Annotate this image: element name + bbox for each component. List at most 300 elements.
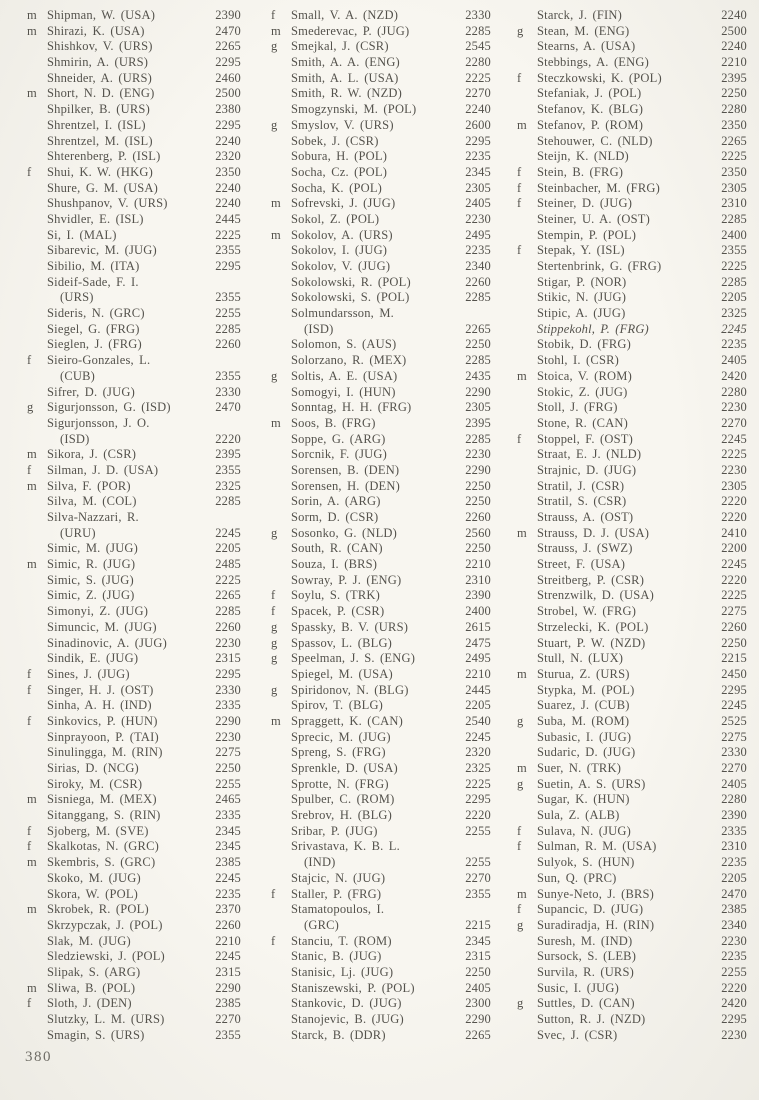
player-name: Smith, R. W. (NZD) [291, 86, 402, 101]
player-name: Sursock, S. (LEB) [537, 949, 637, 964]
rating-entry [517, 761, 747, 777]
rating-entry [271, 573, 491, 589]
rating-entry [517, 400, 747, 416]
rating-entry [271, 871, 491, 887]
player-name: Stoica, V. (ROM) [537, 368, 632, 383]
rating-value: 2325 [215, 478, 241, 493]
player-name: Simic, S. (JUG) [47, 572, 134, 587]
player-name: Sokolowski, S. (POL) [291, 290, 410, 305]
player-name: Smith, A. A. (ENG) [291, 55, 400, 70]
rating-value: 2345 [215, 839, 241, 854]
title-prefix [271, 337, 291, 353]
title-prefix: g [271, 39, 278, 54]
player-name: Steiner, D. (JUG) [537, 196, 633, 211]
rating-entry [517, 683, 747, 699]
rating-entry [271, 981, 491, 997]
rating-entry [271, 24, 491, 40]
title-prefix [271, 306, 291, 322]
rating-entry [517, 369, 747, 385]
rating-entry [517, 698, 747, 714]
title-prefix: f [27, 682, 32, 697]
rating-value: 2270 [465, 870, 491, 885]
rating-value: 2205 [215, 541, 241, 556]
player-name: Spassky, B. V. (URS) [291, 619, 409, 634]
rating-entry [517, 949, 747, 965]
title-prefix: f [271, 604, 276, 619]
rating-entry [271, 714, 491, 730]
rating-value: 2465 [215, 792, 241, 807]
title-prefix: m [517, 117, 527, 132]
title-prefix [517, 683, 537, 699]
rating-entry [271, 385, 491, 401]
rating-entry [271, 730, 491, 746]
rating-entry [517, 416, 747, 432]
player-name: Spreng, S. (FRG) [291, 745, 386, 760]
rating-entry [271, 949, 491, 965]
title-prefix [27, 71, 47, 87]
player-name: Sieiro-Gonzales, L. [47, 353, 151, 368]
rating-value: 2230 [721, 933, 747, 948]
player-name: Stajcic, N. (JUG) [291, 870, 386, 885]
rating-value: 2250 [465, 964, 491, 979]
player-name: Staniszewski, P. (POL) [291, 980, 415, 995]
title-prefix [27, 275, 47, 291]
title-prefix: g [517, 23, 524, 38]
title-prefix [27, 620, 47, 636]
rating-value: 2420 [721, 368, 747, 383]
title-prefix: m [271, 415, 281, 430]
player-name: Steijn, K. (NLD) [537, 149, 629, 164]
title-prefix [27, 39, 47, 55]
rating-value: 2225 [721, 447, 747, 462]
title-prefix [271, 463, 291, 479]
title-prefix [271, 243, 291, 259]
player-name: Sofrevski, J. (JUG) [291, 196, 396, 211]
player-name: Shirazi, K. (USA) [47, 23, 145, 38]
rating-value: 2400 [465, 604, 491, 619]
rating-value: 2210 [721, 55, 747, 70]
rating-entry [271, 761, 491, 777]
rating-value: 2390 [465, 588, 491, 603]
rating-entry [27, 181, 241, 197]
title-prefix [27, 494, 47, 510]
rating-value: 2405 [465, 196, 491, 211]
rating-entry [27, 149, 241, 165]
player-name: Sorcnik, F. (JUG) [291, 447, 387, 462]
rating-entry [271, 1012, 491, 1028]
rating-entry [271, 118, 491, 134]
rating-value: 2240 [721, 39, 747, 54]
rating-entry [517, 902, 747, 918]
rating-value: 2240 [215, 133, 241, 148]
title-prefix [517, 588, 537, 604]
rating-entry [271, 432, 491, 448]
rating-value: 2320 [465, 745, 491, 760]
rating-entry [271, 636, 491, 652]
title-prefix [517, 55, 537, 71]
player-name: Survila, R. (URS) [537, 964, 634, 979]
title-prefix [517, 808, 537, 824]
title-prefix [271, 447, 291, 463]
title-prefix [271, 149, 291, 165]
rating-value: 2295 [215, 117, 241, 132]
title-prefix [517, 322, 537, 338]
rating-value: 2280 [721, 384, 747, 399]
rating-value: 2330 [465, 8, 491, 22]
rating-entry [27, 761, 241, 777]
player-name: Sokolov, I. (JUG) [291, 243, 388, 258]
rating-value: 2210 [465, 557, 491, 572]
rating-value: 2235 [465, 243, 491, 258]
rating-value: 2285 [465, 431, 491, 446]
rating-value: 2220 [721, 510, 747, 524]
rating-entry [271, 212, 491, 228]
rating-entry [27, 651, 241, 667]
rating-value: 2255 [465, 855, 491, 870]
player-name: Sulyok, S. (HUN) [537, 855, 635, 870]
title-prefix: f [271, 886, 276, 901]
rating-entry [517, 651, 747, 667]
rating-value: 2245 [215, 525, 241, 540]
rating-entry [271, 149, 491, 165]
player-name: Sinulingga, M. (RIN) [47, 745, 163, 760]
player-name: Stratil, S. (CSR) [537, 494, 627, 509]
rating-entry-continuation [27, 290, 241, 306]
rating-value: 2240 [215, 196, 241, 211]
title-prefix [517, 149, 537, 165]
title-prefix: f [517, 196, 522, 211]
title-prefix [27, 573, 47, 589]
title-prefix [27, 541, 47, 557]
rating-value: 2295 [215, 55, 241, 70]
title-prefix [517, 541, 537, 557]
title-prefix [271, 557, 291, 573]
player-name: Strzelecki, K. (POL) [537, 619, 649, 634]
player-name: Stefanov, P. (ROM) [537, 117, 644, 132]
rating-value: 2450 [721, 666, 747, 681]
player-name: Short, N. D. (ENG) [47, 86, 155, 101]
player-name: Shrentzel, I. (ISL) [47, 117, 146, 132]
rating-value: 2355 [215, 243, 241, 258]
rating-entry [27, 949, 241, 965]
rating-value: 2495 [465, 227, 491, 242]
rating-value: 2270 [215, 1012, 241, 1026]
player-name: Sinprayoon, P. (TAI) [47, 729, 159, 744]
player-name: Strajnic, D. (JUG) [537, 462, 637, 477]
rating-entry [27, 792, 241, 808]
rating-value: 2400 [721, 227, 747, 242]
rating-value: 2210 [465, 666, 491, 681]
player-name: Sutton, R. J. (NZD) [537, 1012, 646, 1026]
title-prefix [517, 510, 537, 526]
title-prefix: g [27, 400, 34, 415]
rating-value: 2355 [721, 243, 747, 258]
rating-entry [27, 934, 241, 950]
rating-entry [271, 259, 491, 275]
rating-value: 2345 [215, 823, 241, 838]
rating-entry [27, 39, 241, 55]
player-name: Sprotte, N. (FRG) [291, 776, 389, 791]
rating-entry [517, 996, 747, 1012]
title-prefix: f [27, 164, 32, 179]
title-prefix: m [27, 792, 37, 807]
rating-value: 2390 [721, 808, 747, 823]
title-prefix [271, 494, 291, 510]
title-prefix: f [27, 666, 32, 681]
title-prefix [271, 432, 291, 448]
player-name: Skoko, M. (JUG) [47, 870, 141, 885]
rating-entry [271, 165, 491, 181]
title-prefix: f [271, 588, 276, 603]
rating-value: 2270 [465, 86, 491, 101]
title-prefix [517, 86, 537, 102]
rating-value: 2305 [465, 180, 491, 195]
rating-entry [517, 306, 747, 322]
player-name: Stearns, A. (USA) [537, 39, 636, 54]
title-prefix [517, 620, 537, 636]
title-prefix [517, 479, 537, 495]
title-prefix [27, 118, 47, 134]
rating-entry [271, 102, 491, 118]
rating-value: 2315 [215, 964, 241, 979]
player-name: Steiner, U. A. (OST) [537, 211, 650, 226]
rating-entry [27, 824, 241, 840]
rating-value: 2285 [721, 274, 747, 289]
rating-entry [517, 71, 747, 87]
title-prefix [271, 1012, 291, 1028]
player-name: Stokic, Z. (JUG) [537, 384, 628, 399]
player-name: Soylu, S. (TRK) [291, 588, 380, 603]
player-name: Sigurjonsson, G. (ISD) [47, 400, 171, 415]
title-prefix [517, 416, 537, 432]
rating-value: 2305 [721, 478, 747, 493]
rating-value: 2225 [721, 588, 747, 603]
rating-value: 2295 [215, 259, 241, 273]
rating-entry [517, 259, 747, 275]
player-name: Spiridonov, N. (BLG) [291, 682, 409, 697]
rating-value: 2200 [721, 541, 747, 556]
title-prefix [271, 761, 291, 777]
rating-entry [27, 887, 241, 903]
rating-value: 2240 [721, 8, 747, 22]
rating-value: 2495 [465, 651, 491, 666]
rating-value: 2260 [465, 510, 491, 524]
player-name: Sorensen, H. (DEN) [291, 478, 400, 493]
rating-entry-continuation [27, 369, 241, 385]
rating-value: 2260 [215, 619, 241, 634]
title-prefix [517, 228, 537, 244]
title-prefix [27, 918, 47, 934]
rating-entry [271, 181, 491, 197]
title-prefix [271, 541, 291, 557]
rating-value: 2380 [215, 102, 241, 117]
title-prefix: m [271, 23, 281, 38]
rating-value: 2225 [465, 70, 491, 85]
player-name: Stuart, P. W. (NZD) [537, 635, 646, 650]
player-country: (IND) [304, 855, 336, 870]
rating-entry [517, 730, 747, 746]
player-name: Small, V. A. (NZD) [291, 8, 399, 22]
rating-entry [271, 526, 491, 542]
rating-value: 2255 [215, 776, 241, 791]
rating-entry [27, 86, 241, 102]
rating-value: 2290 [465, 462, 491, 477]
rating-entry [27, 55, 241, 71]
rating-value: 2615 [465, 619, 491, 634]
player-name: Silva-Nazzari, R. [47, 510, 139, 524]
title-prefix [27, 432, 47, 448]
rating-entry [27, 118, 241, 134]
rating-entry [517, 212, 747, 228]
title-prefix [271, 479, 291, 495]
rating-value: 2220 [721, 494, 747, 509]
title-prefix: f [517, 243, 522, 258]
title-prefix: m [27, 447, 37, 462]
title-prefix [27, 149, 47, 165]
player-name: Slak, M. (JUG) [47, 933, 131, 948]
player-name: Stigar, P. (NOR) [537, 274, 627, 289]
rating-value: 2405 [721, 353, 747, 368]
title-prefix [27, 510, 47, 526]
rating-value: 2285 [215, 321, 241, 336]
rating-value: 2250 [721, 86, 747, 101]
rating-value: 2420 [721, 996, 747, 1011]
rating-entry [517, 134, 747, 150]
title-prefix [271, 698, 291, 714]
rating-value: 2350 [721, 117, 747, 132]
rating-entry [517, 636, 747, 652]
title-prefix [517, 557, 537, 573]
rating-entry [271, 275, 491, 291]
player-country: (ISD) [60, 431, 90, 446]
player-name: Singer, H. J. (OST) [47, 682, 154, 697]
title-prefix [271, 290, 291, 306]
title-prefix [271, 808, 291, 824]
rating-value: 2210 [215, 933, 241, 948]
rating-entry [271, 667, 491, 683]
player-name: Sibilio, M. (ITA) [47, 259, 140, 273]
title-prefix: f [271, 8, 276, 22]
title-prefix [271, 86, 291, 102]
rating-value: 2285 [215, 494, 241, 509]
title-prefix: f [517, 823, 522, 838]
rating-entry [517, 275, 747, 291]
rating-value: 2525 [721, 713, 747, 728]
rating-entry [27, 71, 241, 87]
rating-value: 2285 [721, 211, 747, 226]
rating-value: 2305 [465, 400, 491, 415]
rating-value: 2245 [721, 557, 747, 572]
rating-entry [27, 1028, 241, 1044]
rating-value: 2225 [215, 572, 241, 587]
player-name: Sonntag, H. H. (FRG) [291, 400, 412, 415]
rating-value: 2235 [721, 337, 747, 352]
rating-entry [517, 573, 747, 589]
title-prefix [271, 871, 291, 887]
title-prefix: f [27, 462, 32, 477]
rating-entry [271, 541, 491, 557]
player-name: Skrobek, R. (POL) [47, 902, 149, 917]
rating-entry [27, 196, 241, 212]
player-name: Sprecic, M. (JUG) [291, 729, 391, 744]
player-name: Smejkal, J. (CSR) [291, 39, 389, 54]
player-name: Strenzwilk, D. (USA) [537, 588, 655, 603]
rating-entry [517, 479, 747, 495]
title-prefix: g [271, 368, 278, 383]
rating-value: 2405 [465, 980, 491, 995]
rating-value: 2300 [465, 996, 491, 1011]
player-name: Smith, A. L. (USA) [291, 70, 399, 85]
player-name: Staller, P. (FRG) [291, 886, 382, 901]
rating-entry [517, 667, 747, 683]
rating-entry [517, 604, 747, 620]
player-name: Stehouwer, C. (NLD) [537, 133, 653, 148]
rating-value: 2215 [465, 917, 491, 932]
rating-entry-continuation [271, 918, 491, 934]
player-name: Simic, M. (JUG) [47, 541, 139, 556]
player-name: Smederevac, P. (JUG) [291, 23, 410, 38]
rating-entry [27, 494, 241, 510]
rating-entry [517, 918, 747, 934]
player-country: (URU) [60, 525, 96, 540]
title-prefix: f [517, 431, 522, 446]
title-prefix [27, 965, 47, 981]
rating-value: 2290 [465, 1012, 491, 1026]
title-prefix [517, 290, 537, 306]
player-name: Simic, R. (JUG) [47, 557, 136, 572]
rating-entry [517, 510, 747, 526]
title-prefix [271, 902, 291, 918]
rating-value: 2340 [721, 917, 747, 932]
rating-entry [517, 24, 747, 40]
rating-value: 2265 [721, 133, 747, 148]
rating-value: 2230 [215, 729, 241, 744]
title-prefix [517, 1028, 537, 1044]
player-name: Stippekohl, P. (FRG) [537, 321, 649, 336]
rating-value: 2355 [215, 1027, 241, 1042]
title-prefix: g [271, 619, 278, 634]
title-prefix: g [271, 117, 278, 132]
rating-value: 2295 [465, 792, 491, 807]
title-prefix [27, 181, 47, 197]
rating-entry-continuation [27, 432, 241, 448]
player-name: Stratil, J. (CSR) [537, 478, 625, 493]
player-name: Shrentzel, M. (ISL) [47, 133, 153, 148]
rating-entry [271, 792, 491, 808]
rating-value: 2295 [465, 133, 491, 148]
rating-entry [27, 416, 241, 432]
rating-value: 2395 [465, 415, 491, 430]
rating-entry [271, 86, 491, 102]
player-name: Soltis, A. E. (USA) [291, 368, 398, 383]
rating-value: 2370 [215, 902, 241, 917]
title-prefix: g [517, 776, 524, 791]
title-prefix [271, 134, 291, 150]
player-name: Solmundarsson, M. [291, 306, 394, 321]
player-name: Solorzano, R. (MEX) [291, 353, 407, 368]
player-name: Skalkotas, N. (GRC) [47, 839, 159, 854]
rating-value: 2230 [215, 635, 241, 650]
title-prefix [27, 761, 47, 777]
rating-value: 2320 [215, 149, 241, 164]
title-prefix [27, 337, 47, 353]
rating-entry [271, 620, 491, 636]
title-prefix [517, 981, 537, 997]
rating-value: 2345 [465, 164, 491, 179]
player-name: Subasic, I. (JUG) [537, 729, 632, 744]
title-prefix [271, 71, 291, 87]
rating-entry [271, 306, 491, 322]
